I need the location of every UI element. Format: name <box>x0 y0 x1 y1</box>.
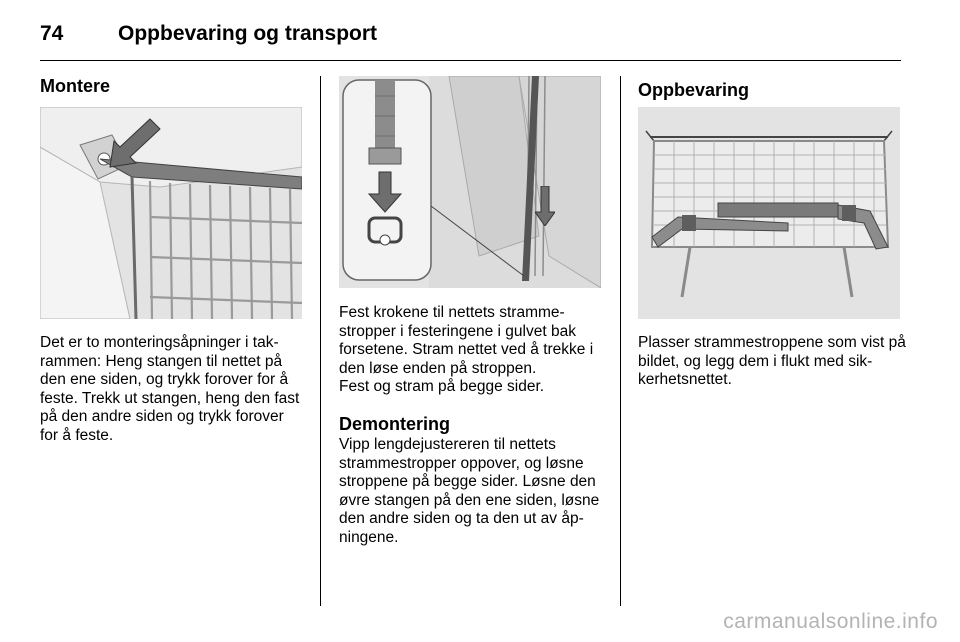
arrow-icon <box>102 113 162 173</box>
strap-hook-icon <box>339 76 601 288</box>
paragraph-oppbevaring: Plasser strammestroppene som vist på bildet, og legg dem i flukt med sik-kerhetsnettet. <box>638 334 906 388</box>
figure-strap <box>339 76 601 288</box>
header-rule <box>40 60 901 61</box>
page-title: Oppbevaring og transport <box>118 22 378 45</box>
column-divider-right <box>620 76 621 606</box>
figure-oppbevaring <box>638 107 900 319</box>
mounting-bar-insert-icon <box>40 107 302 319</box>
section-heading-montere: Montere <box>40 76 111 96</box>
watermark: carmanualsonline.info <box>723 610 938 633</box>
folded-net-icon <box>638 107 900 319</box>
down-arrow-icon <box>535 186 555 226</box>
paragraph-fest-krokene: Fest krokene til nettets stramme-stropper i festeringene i gulvet bak forsetene. Stram nettet ved å trekke i den løse enden på stroppen. <box>339 304 594 377</box>
figure-montere <box>40 107 302 319</box>
paragraph-demontering: Vipp lengdejustereren til nettets strammestropper oppover, og løsne stroppene på begge sider. Løsne den øvre stangen på den ene siden, løsne den andre siden og ta den ut av åp-ningene. <box>339 436 600 546</box>
subheading-demontering: Demontering <box>339 414 451 434</box>
page-number: 74 <box>40 22 64 45</box>
column-divider-left <box>320 76 321 606</box>
section-heading-oppbevaring: Oppbevaring <box>638 80 750 100</box>
paragraph-fest-og-stram: Fest og stram på begge sider. <box>339 378 545 395</box>
paragraph-montere: Det er to monteringsåpninger i tak-rammen: Heng stangen til nettet på den ene siden, og trykk forover for å feste. Trekk ut stangen, heng den fast på den andre siden og trykk forover for å feste. <box>40 334 300 444</box>
page-header <box>40 18 900 58</box>
